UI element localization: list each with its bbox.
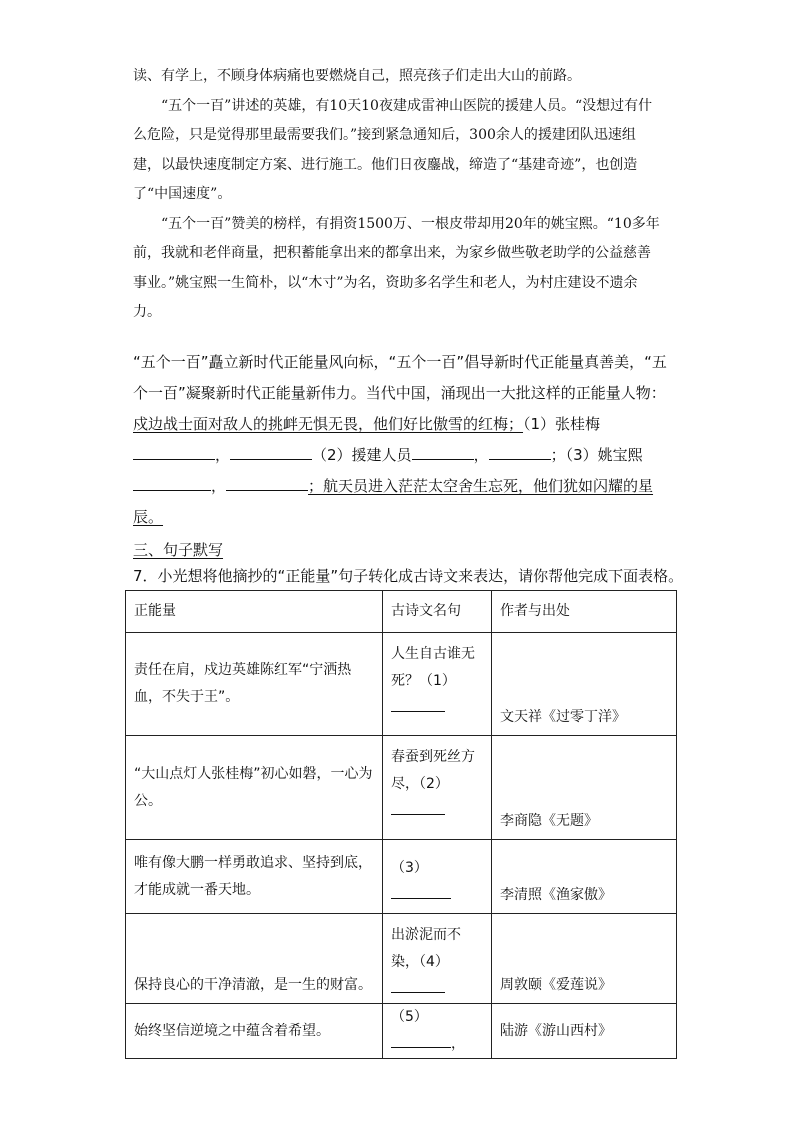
energy-cell: 始终坚信逆境之中蕴含着希望。 <box>126 1004 383 1059</box>
verse-cell <box>383 914 492 1004</box>
verse-text: （5） <box>391 1009 428 1025</box>
verse-text: 出淤泥而不染，（4） <box>391 927 461 970</box>
punctuation: ， <box>215 446 231 464</box>
punctuation: ， <box>211 477 227 495</box>
table-header-row <box>126 591 677 633</box>
table-row <box>126 736 677 840</box>
verse-cell <box>383 633 492 736</box>
energy-cell: 唯有像大鹏一样勇敢追求、坚持到底，才能成就一番天地。 <box>126 840 383 914</box>
verse-blank-4[interactable] <box>391 976 445 993</box>
item-label: （2）援建人员 <box>312 446 412 464</box>
verse-blank-5[interactable] <box>391 1031 451 1048</box>
example-sentence: 戍边战士面对敌人的挑衅无惧无畏，他们好比傲雪的红梅； <box>133 415 524 433</box>
table-header: 作者与出处 <box>492 591 677 633</box>
source-cell: 陆游《游山西村》 <box>492 1004 677 1059</box>
question-7-stem: 7．小光想将他摘抄的“正能量”句子转化成古诗文来表达，请你帮他完成下面表格。 <box>133 567 684 585</box>
source-cell: 李清照《渔家傲》 <box>492 840 677 914</box>
table-header: 古诗文名句 <box>383 591 492 633</box>
energy-cell: “大山点灯人张桂梅”初心如磐，一心为公。 <box>126 736 383 840</box>
passage-paragraph: 读、有学上，不顾身体病痛也要燃烧自己，照亮孩子们走出大山的前路。 <box>133 68 581 84</box>
energy-cell: 保持良心的干净清澈，是一生的财富。 <box>126 914 383 1004</box>
answer-blank-2[interactable] <box>412 443 474 460</box>
verse-blank-3[interactable] <box>391 882 451 899</box>
answer-blank-1[interactable] <box>133 443 215 460</box>
table-row <box>126 1004 677 1059</box>
source-cell: 李商隐《无题》 <box>492 736 677 840</box>
verse-text: （3） <box>391 860 428 876</box>
punctuation: ； <box>550 446 566 464</box>
item-label: （1）张桂梅 <box>523 415 601 433</box>
verse-text: 人生自古谁无死？（1） <box>391 646 475 689</box>
answer-blank-3[interactable] <box>133 474 211 491</box>
reading-passage <box>133 62 661 328</box>
verse-cell <box>383 736 492 840</box>
answer-blank-3b[interactable] <box>226 474 308 491</box>
item-label: （3）姚宝熙 <box>565 446 643 464</box>
question-text <box>133 347 673 533</box>
source-cell: 文天祥《过零丁洋》 <box>492 633 677 736</box>
passage-paragraph: “五个一百”讲述的英雄，有10天10夜建成雷神山医院的援建人员。“没想过有什么危险，只是觉得那里最需要我们。”接到紧急通知后，300余人的援建团队迅速组建，以最快速度制定方案、进行施工。他们日夜鏖战，缔造了“基建奇迹”，也创造了“中国速度”。 <box>133 97 653 202</box>
table-row <box>126 633 677 736</box>
closing-sentence: ；航天员进入茫茫太空舍生忘死，他们犹如闪耀的星辰。 <box>133 477 654 526</box>
fill-in-question <box>133 347 673 533</box>
verse-cell <box>383 1004 492 1059</box>
passage-paragraph: “五个一百”赞美的榜样，有捐资1500万、一根皮带却用20年的姚宝熙。“10多年前，我就和老伴商量，把积蓄能拿出来的都拿出来，为家乡做些敬老助学的公益慈善事业。”姚宝熙一生简朴，以“木寸”为名，资助多名学生和老人，为村庄建设不遗余力。 <box>133 215 660 320</box>
source-cell: 周敦颐《爱莲说》 <box>492 914 677 1004</box>
punctuation: ， <box>473 446 489 464</box>
energy-cell: 责任在肩，戍边英雄陈红军“宁洒热血，不失于王”。 <box>126 633 383 736</box>
punctuation: ， <box>451 1036 465 1052</box>
question-intro: “五个一百”矗立新时代正能量风向标，“五个一百”倡导新时代正能量真善美，“五个一百”凝聚新时代正能量新伟力。当代中国，涌现出一大批这样的正能量人物： <box>133 353 667 402</box>
section-title: 三、句子默写 <box>133 541 224 559</box>
table-row <box>126 840 677 914</box>
table-row <box>126 914 677 1004</box>
verse-blank-2[interactable] <box>391 798 445 815</box>
verse-text: 春蚕到死丝方尽，（2） <box>391 749 475 792</box>
answer-table <box>125 590 677 1059</box>
answer-blank-1b[interactable] <box>230 443 312 460</box>
table-header: 正能量 <box>126 591 383 633</box>
answer-blank-2b[interactable] <box>489 443 551 460</box>
verse-blank-1[interactable] <box>391 695 445 712</box>
verse-cell <box>383 840 492 914</box>
